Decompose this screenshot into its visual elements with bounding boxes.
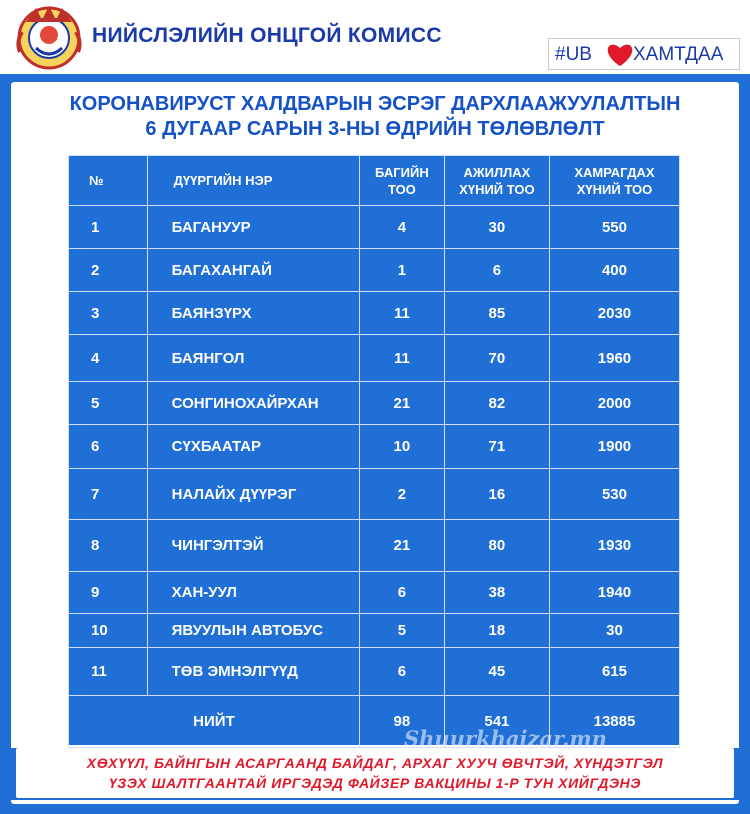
table-cell: 8 — [69, 520, 148, 572]
column-header — [69, 156, 148, 206]
district-name-cell: БАГАХАНГАЙ — [147, 249, 359, 292]
table-cell: 400 — [549, 249, 679, 292]
table-cell: 5 — [359, 614, 444, 648]
column-header-line: ДҮҮРГИЙН НЭР — [173, 173, 273, 188]
table-cell: 18 — [444, 614, 549, 648]
table-cell: 2 — [359, 469, 444, 520]
table-cell: 80 — [444, 520, 549, 572]
hashtag-word: ХАМТДАА — [633, 44, 724, 65]
total-label: НИЙТ — [69, 696, 360, 748]
column-header-line: АЖИЛЛАХ — [463, 164, 531, 180]
table-cell: 30 — [549, 614, 679, 648]
vaccination-table — [68, 155, 680, 745]
district-name-cell: БАЯНГОЛ — [147, 335, 359, 382]
table-cell: 2000 — [549, 382, 679, 425]
table-cell: 7 — [69, 469, 148, 520]
table-cell: 10 — [69, 614, 148, 648]
table-cell: 1960 — [549, 335, 679, 382]
district-name-cell: СҮХБААТАР — [147, 425, 359, 469]
table-cell: 4 — [359, 206, 444, 249]
table-cell: 530 — [549, 469, 679, 520]
table-row — [69, 520, 680, 572]
table-cell: 45 — [444, 648, 549, 696]
table-row — [69, 572, 680, 614]
table-cell: 6 — [359, 648, 444, 696]
table-cell: 5 — [69, 382, 148, 425]
table-cell: 2 — [69, 249, 148, 292]
column-header-line: БАГИЙН — [375, 164, 429, 180]
table-header-row — [69, 156, 680, 206]
footer-line-2: ҮЗЭХ ШАЛТГААНТАЙ ИРГЭДЭД ФАЙЗЕР ВАКЦИНЫ 1-Р ТУН ХИЙГДЭНЭ — [108, 775, 642, 791]
table-cell: 9 — [69, 572, 148, 614]
district-name-cell: НАЛАЙХ ДҮҮРЭГ — [147, 469, 359, 520]
column-header — [444, 156, 549, 206]
column-header — [147, 156, 359, 206]
hashtag-prefix: #UB — [555, 44, 592, 65]
district-name-cell: ЯВУУЛЫН АВТОБУС — [147, 614, 359, 648]
watermark-text: Shuurkhaizar.mn — [404, 726, 607, 751]
data-table — [68, 155, 680, 748]
table-cell: 11 — [359, 292, 444, 335]
org-name: НИЙСЛЭЛИЙН ОНЦГОЙ КОМИСС — [92, 24, 442, 47]
table-row — [69, 249, 680, 292]
watermark — [404, 726, 607, 751]
table-cell: 1930 — [549, 520, 679, 572]
table-cell: 1 — [69, 206, 148, 249]
table-cell: 1900 — [549, 425, 679, 469]
table-cell: 16 — [444, 469, 549, 520]
table-cell: 85 — [444, 292, 549, 335]
table-cell: 82 — [444, 382, 549, 425]
district-name-cell: БАЯНЗҮРХ — [147, 292, 359, 335]
table-row — [69, 614, 680, 648]
table-row — [69, 335, 680, 382]
district-name-cell: ЧИНГЭЛТЭЙ — [147, 520, 359, 572]
table-row — [69, 206, 680, 249]
table-cell: 6 — [444, 249, 549, 292]
column-header-line: № — [89, 173, 104, 188]
table-row — [69, 648, 680, 696]
column-header-line: ХҮНИЙ ТОО — [459, 181, 535, 197]
table-cell: 30 — [444, 206, 549, 249]
table-row — [69, 425, 680, 469]
column-header — [549, 156, 679, 206]
table-cell: 3 — [69, 292, 148, 335]
page-title — [11, 92, 739, 142]
table-cell: 550 — [549, 206, 679, 249]
table-cell: 10 — [359, 425, 444, 469]
district-name-cell: ТӨВ ЭМНЭЛГҮҮД — [147, 648, 359, 696]
table-row — [69, 382, 680, 425]
total-cell: 98 — [359, 696, 444, 748]
table-cell: 38 — [444, 572, 549, 614]
column-header-line: ХҮНИЙ ТОО — [576, 181, 653, 197]
district-name-cell: СОНГИНОХАЙРХАН — [147, 382, 359, 425]
table-row — [69, 469, 680, 520]
table-cell: 1940 — [549, 572, 679, 614]
table-cell: 70 — [444, 335, 549, 382]
heart-icon — [605, 40, 635, 68]
footer-note — [16, 753, 734, 793]
table-cell: 21 — [359, 520, 444, 572]
table-cell: 615 — [549, 648, 679, 696]
table-cell: 4 — [69, 335, 148, 382]
hashtag-badge — [548, 38, 740, 70]
emblem-logo — [12, 2, 86, 72]
table-cell: 11 — [359, 335, 444, 382]
column-header-line: ХАМРАГДАХ — [574, 164, 655, 180]
footer-line-1: ХӨХҮҮЛ, БАЙНГЫН АСАРГААНД БАЙДАГ, АРХАГ ХУУЧ ӨВЧТЭЙ, ХҮНДЭТГЭЛ — [86, 755, 664, 771]
table-cell: 71 — [444, 425, 549, 469]
table-row — [69, 292, 680, 335]
title-line-1: КОРОНАВИРУСТ ХАЛДВАРЫН ЭСРЭГ ДАРХЛААЖУУЛАЛТЫН — [69, 93, 681, 115]
district-name-cell: ХАН-УУЛ — [147, 572, 359, 614]
table-cell: 6 — [359, 572, 444, 614]
column-header — [359, 156, 444, 206]
header-bar — [0, 0, 750, 74]
table-cell: 1 — [359, 249, 444, 292]
table-cell: 2030 — [549, 292, 679, 335]
district-name-cell: БАГАНУУР — [147, 206, 359, 249]
table-cell: 11 — [69, 648, 148, 696]
table-cell: 21 — [359, 382, 444, 425]
title-line-2: 6 ДУГААР САРЫН 3-НЫ ӨДРИЙН ТӨЛӨВЛӨЛТ — [145, 118, 605, 140]
total-cell: 13885 — [549, 696, 679, 748]
table-cell: 6 — [69, 425, 148, 469]
total-cell: 541 — [444, 696, 549, 748]
column-header-line: ТОО — [387, 181, 416, 197]
